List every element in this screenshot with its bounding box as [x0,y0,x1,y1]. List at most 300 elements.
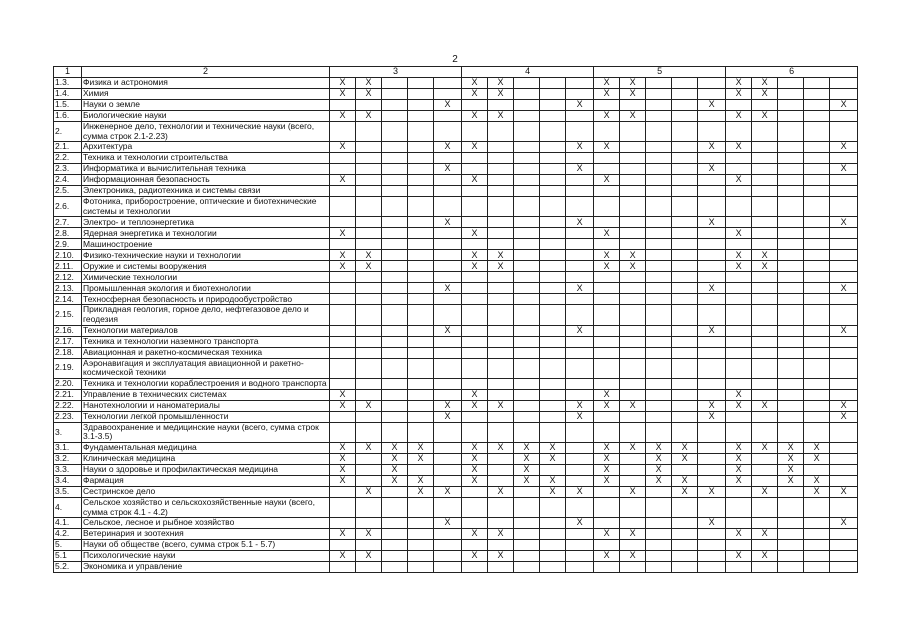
mark-cell [356,272,382,283]
mark-cell: X [672,475,698,486]
mark-cell [752,325,778,336]
mark-cell [408,389,434,400]
mark-cell [726,100,752,111]
mark-cell [804,100,830,111]
mark-cell [752,540,778,551]
row-number: 2.3. [54,164,82,175]
mark-cell [698,305,726,325]
mark-cell: X [514,464,540,475]
mark-cell [830,228,858,239]
mark-cell [620,186,646,197]
mark-cell [356,475,382,486]
mark-cell: X [620,78,646,89]
mark-cell [672,186,698,197]
mark-cell [356,164,382,175]
mark-cell [514,153,540,164]
mark-cell: X [462,175,488,186]
mark-cell: X [620,261,646,272]
mark-cell [778,250,804,261]
mark-cell [566,497,594,517]
mark-cell: X [330,142,356,153]
mark-cell [594,497,620,517]
mark-cell [514,142,540,153]
mark-cell [804,228,830,239]
mark-cell [514,239,540,250]
row-number: 2.6. [54,197,82,217]
row-number: 2.15. [54,305,82,325]
mark-cell: X [804,442,830,453]
mark-cell [778,347,804,358]
mark-cell [646,551,672,562]
mark-cell: X [330,529,356,540]
mark-cell [408,400,434,411]
mark-cell [646,272,672,283]
mark-cell [698,540,726,551]
mark-cell: X [382,464,408,475]
table-row [54,294,858,305]
mark-cell [462,283,488,294]
mark-cell: X [514,475,540,486]
row-name: Технологии материалов [82,325,330,336]
mark-cell: X [330,442,356,453]
mark-cell: X [594,78,620,89]
mark-cell [330,186,356,197]
mark-cell [382,153,408,164]
row-number: 5. [54,540,82,551]
mark-cell: X [330,250,356,261]
mark-cell: X [752,250,778,261]
mark-cell: X [698,283,726,294]
mark-cell [462,497,488,517]
mark-cell [778,551,804,562]
mark-cell [752,497,778,517]
mark-cell [646,197,672,217]
table-row [54,175,858,186]
mark-cell [804,400,830,411]
table-row [54,347,858,358]
mark-cell [620,239,646,250]
mark-cell: X [566,164,594,175]
mark-cell: X [488,551,514,562]
mark-cell [434,197,462,217]
mark-cell [488,453,514,464]
mark-cell [356,540,382,551]
mark-cell [488,186,514,197]
mark-cell [514,186,540,197]
row-number: 1.3. [54,78,82,89]
mark-cell [830,336,858,347]
mark-cell: X [804,486,830,497]
mark-cell [330,497,356,517]
row-name: Машиностроение [82,239,330,250]
mark-cell [462,336,488,347]
mark-cell: X [566,518,594,529]
mark-cell [804,562,830,573]
mark-cell: X [726,551,752,562]
mark-cell [488,142,514,153]
mark-cell [778,100,804,111]
mark-cell [804,464,830,475]
mark-cell [752,164,778,175]
mark-cell [830,305,858,325]
mark-cell [540,272,566,283]
mark-cell [620,325,646,336]
mark-cell [594,378,620,389]
mark-cell: X [330,551,356,562]
mark-cell [382,239,408,250]
row-number: 3.4. [54,475,82,486]
mark-cell: X [778,453,804,464]
table-row [54,453,858,464]
row-number: 2.19. [54,358,82,378]
mark-cell [356,453,382,464]
row-number: 2.21. [54,389,82,400]
row-number: 2.8. [54,228,82,239]
mark-cell [566,336,594,347]
mark-cell [356,562,382,573]
mark-cell [620,464,646,475]
mark-cell [566,111,594,122]
mark-cell [382,305,408,325]
mark-cell [434,239,462,250]
mark-cell [434,336,462,347]
row-name: Управление в технических системах [82,389,330,400]
mark-cell: X [566,486,594,497]
mark-cell [778,122,804,142]
mark-cell: X [698,411,726,422]
mark-cell: X [752,442,778,453]
mark-cell [726,336,752,347]
mark-cell [830,464,858,475]
mark-cell [434,562,462,573]
mark-cell [540,111,566,122]
mark-cell [462,358,488,378]
mark-cell [488,228,514,239]
mark-cell: X [620,111,646,122]
mark-cell [382,283,408,294]
mark-cell: X [726,175,752,186]
mark-cell [804,336,830,347]
mark-cell [488,497,514,517]
mark-cell [408,153,434,164]
mark-cell: X [462,250,488,261]
mark-cell [330,294,356,305]
mark-cell [514,294,540,305]
mark-cell [330,347,356,358]
mark-cell [804,272,830,283]
mark-cell: X [594,529,620,540]
mark-cell [488,562,514,573]
mark-cell [514,378,540,389]
mark-cell [620,272,646,283]
mark-cell [488,239,514,250]
mark-cell: X [462,261,488,272]
mark-cell [566,272,594,283]
mark-cell: X [566,411,594,422]
mark-cell [356,347,382,358]
mark-cell [698,378,726,389]
mark-cell [382,122,408,142]
row-number: 5.1 [54,551,82,562]
mark-cell [698,186,726,197]
mark-cell [434,228,462,239]
mark-cell [462,122,488,142]
mark-cell [488,389,514,400]
mark-cell [830,540,858,551]
mark-cell [620,347,646,358]
mark-cell [514,411,540,422]
mark-cell [540,100,566,111]
mark-cell [330,153,356,164]
mark-cell [330,336,356,347]
mark-cell: X [672,486,698,497]
mark-cell [698,442,726,453]
mark-cell [830,122,858,142]
mark-cell [488,378,514,389]
mark-cell [752,175,778,186]
mark-cell [672,111,698,122]
mark-cell [540,283,566,294]
mark-cell [566,358,594,378]
mark-cell [620,305,646,325]
mark-cell [540,153,566,164]
mark-cell [540,239,566,250]
mark-cell [672,464,698,475]
mark-cell [804,378,830,389]
mark-cell [646,228,672,239]
mark-cell [778,389,804,400]
mark-cell [830,422,858,442]
mark-cell: X [356,111,382,122]
mark-cell [804,175,830,186]
row-name: Физико-технические науки и технологии [82,250,330,261]
mark-cell [620,294,646,305]
mark-cell [620,122,646,142]
mark-cell [462,422,488,442]
mark-cell: X [620,400,646,411]
mark-cell [646,186,672,197]
mark-cell [752,197,778,217]
mark-cell [514,261,540,272]
mark-cell: X [462,400,488,411]
mark-cell [698,89,726,100]
mark-cell [514,283,540,294]
mark-cell: X [698,164,726,175]
mark-cell [804,305,830,325]
mark-cell: X [540,453,566,464]
mark-cell [408,197,434,217]
mark-cell [540,400,566,411]
mark-cell [566,294,594,305]
mark-cell [434,153,462,164]
mark-cell: X [594,111,620,122]
mark-cell [488,272,514,283]
mark-cell [778,272,804,283]
mark-cell [462,239,488,250]
mark-cell [488,422,514,442]
table-row [54,283,858,294]
mark-cell [408,294,434,305]
mark-cell: X [462,475,488,486]
mark-cell [726,378,752,389]
mark-cell [594,153,620,164]
mark-cell [646,283,672,294]
row-name: Авиационная и ракетно-космическая техника [82,347,330,358]
mark-cell: X [540,486,566,497]
mark-cell [672,272,698,283]
mark-cell [804,411,830,422]
mark-cell [330,358,356,378]
mark-cell [830,453,858,464]
mark-cell [778,529,804,540]
mark-cell [830,442,858,453]
mark-cell [594,562,620,573]
mark-cell [672,497,698,517]
mark-cell [434,272,462,283]
mark-cell [514,358,540,378]
mark-cell [752,100,778,111]
row-number: 3.2. [54,453,82,464]
mark-cell [540,78,566,89]
mark-cell [330,518,356,529]
table-row [54,78,858,89]
mark-cell: X [382,453,408,464]
mark-cell: X [620,529,646,540]
mark-cell: X [698,400,726,411]
mark-cell [434,442,462,453]
mark-cell [514,540,540,551]
mark-cell [514,422,540,442]
mark-cell: X [620,89,646,100]
mark-cell [804,78,830,89]
mark-cell [778,411,804,422]
mark-cell: X [698,486,726,497]
mark-cell [408,239,434,250]
mark-cell [382,422,408,442]
mark-cell [804,250,830,261]
mark-cell [804,239,830,250]
mark-cell [778,497,804,517]
mark-cell [382,294,408,305]
mark-cell [434,529,462,540]
mark-cell [830,389,858,400]
mark-cell [356,497,382,517]
row-name: Здравоохранение и медицинские науки (всего, сумма строк 3.1-3.5) [82,422,330,442]
header-col-2: 2 [82,67,330,78]
mark-cell [462,217,488,228]
mark-cell [778,294,804,305]
mark-cell [804,551,830,562]
table-row [54,540,858,551]
mark-cell [804,89,830,100]
mark-cell: X [830,217,858,228]
mark-cell [646,422,672,442]
mark-cell [698,551,726,562]
mark-cell [540,186,566,197]
row-number: 1.6. [54,111,82,122]
mark-cell: X [566,142,594,153]
mark-cell [488,358,514,378]
mark-cell [514,486,540,497]
mark-cell [778,325,804,336]
mark-cell [594,411,620,422]
mark-cell [408,378,434,389]
mark-cell [540,228,566,239]
mark-cell [804,358,830,378]
mark-cell [434,464,462,475]
mark-cell [382,142,408,153]
page-number: 2 [452,54,458,65]
mark-cell [620,336,646,347]
row-name: Ядерная энергетика и технологии [82,228,330,239]
mark-cell: X [726,464,752,475]
mark-cell: X [830,518,858,529]
mark-cell [540,411,566,422]
row-name: Техника и технологии кораблестроения и водного транспорта [82,378,330,389]
mark-cell [646,529,672,540]
mark-cell [830,111,858,122]
mark-cell [646,78,672,89]
mark-cell: X [726,529,752,540]
mark-cell: X [620,551,646,562]
mark-cell [804,497,830,517]
mark-cell [356,175,382,186]
mark-cell [462,197,488,217]
mark-cell: X [356,529,382,540]
mark-cell [646,153,672,164]
mark-cell [804,164,830,175]
mark-cell [566,529,594,540]
mark-cell [434,122,462,142]
mark-cell [382,347,408,358]
mark-cell [462,486,488,497]
table-row [54,518,858,529]
mark-cell [620,197,646,217]
mark-cell [594,486,620,497]
mark-cell [830,378,858,389]
mark-cell [830,186,858,197]
row-name: Сельское, лесное и рыбное хозяйство [82,518,330,529]
mark-cell [698,562,726,573]
mark-cell [726,422,752,442]
mark-cell [356,389,382,400]
mark-cell: X [594,142,620,153]
mark-cell: X [594,464,620,475]
mark-cell [752,422,778,442]
mark-cell [540,497,566,517]
mark-cell [778,239,804,250]
mark-cell [698,239,726,250]
mark-cell [356,518,382,529]
mark-cell: X [356,400,382,411]
mark-cell [566,378,594,389]
mark-cell [726,164,752,175]
mark-cell [488,305,514,325]
mark-cell [804,389,830,400]
mark-cell [698,464,726,475]
mark-cell [514,325,540,336]
mark-cell [620,100,646,111]
mark-cell: X [778,475,804,486]
mark-cell [408,305,434,325]
mark-cell: X [462,89,488,100]
mark-cell [488,100,514,111]
mark-cell [752,239,778,250]
mark-cell [356,422,382,442]
mark-cell: X [434,518,462,529]
mark-cell [514,389,540,400]
row-name: Химия [82,89,330,100]
